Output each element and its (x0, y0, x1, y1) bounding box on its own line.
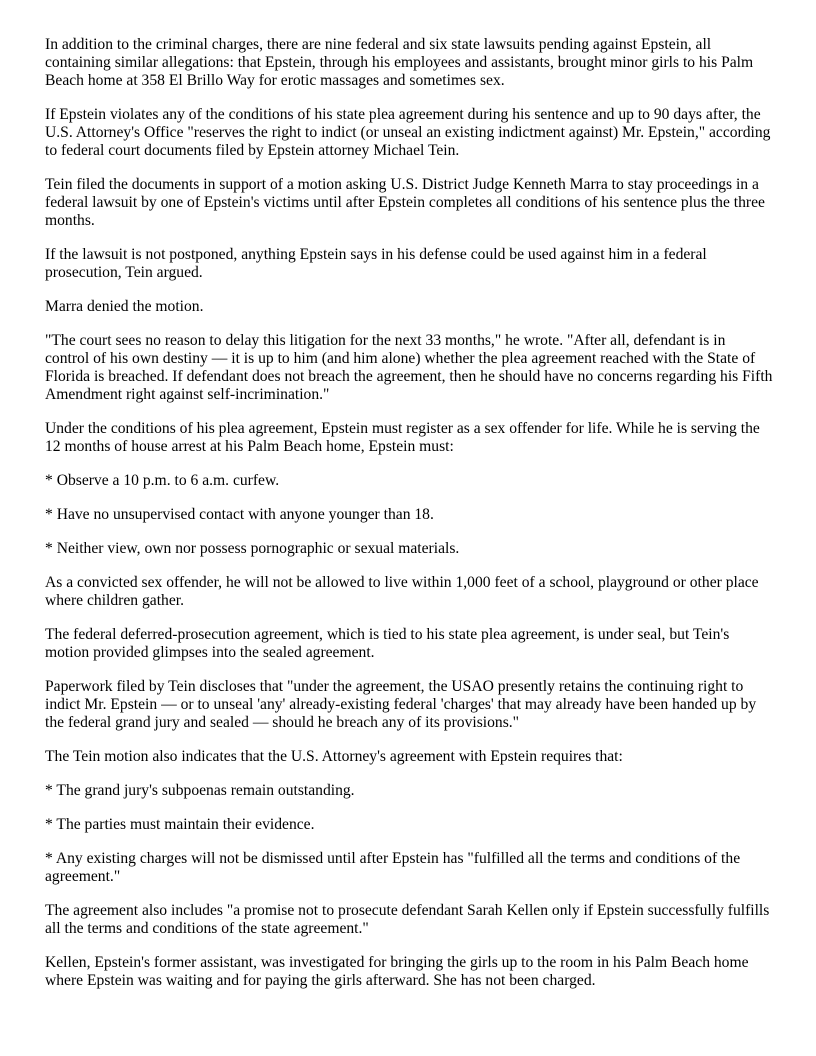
paragraph-agreement-requirements: The Tein motion also indicates that the U.S. Attorney's agreement with Epstein requires that: (45, 748, 623, 765)
list-item-charges: * Any existing charges will not be dismissed until after Epstein has "fulfilled all the terms and conditions of the agreement." (45, 850, 741, 885)
paragraph-tein-motion: Tein filed the documents in support of a motion asking U.S. District Judge Kenneth Marra to stay proceedings in a federal lawsuit by one of Epstein's victims until after Epstein completes all conditions of his sentence plus the three months. (45, 176, 765, 229)
list-item-no-materials: * Neither view, own nor possess pornographic or sexual materials. (45, 540, 460, 557)
list-item-curfew: * Observe a 10 p.m. to 6 a.m. curfew. (45, 472, 280, 489)
paragraph-postpone-argument: If the lawsuit is not postponed, anything Epstein says in his defense could be used against him in a federal prosecution, Tein argued. (45, 246, 707, 281)
paragraph-court-quote: "The court sees no reason to delay this litigation for the next 33 months," he wrote. "After all, defendant is in control of his own destiny — it is up to him (and him alone) whether the plea agreement reached with the State of Florida is breached. If defendant does not breach the agreement, then he should have no concerns regarding his Fifth Amendment right against self-incrimination." (45, 332, 773, 403)
article-body (45, 36, 773, 1006)
list-item-subpoenas: * The grand jury's subpoenas remain outstanding. (45, 782, 355, 799)
paragraph-kellen-investigation: Kellen, Epstein's former assistant, was investigated for bringing the girls up to the room in his Palm Beach home where Epstein was waiting and for paying the girls afterward. She has not been charged. (45, 954, 749, 989)
paragraph-motion-denied: Marra denied the motion. (45, 298, 204, 315)
list-item-no-contact: * Have no unsupervised contact with anyone younger than 18. (45, 506, 434, 523)
paragraph-residence-restriction: As a convicted sex offender, he will not be allowed to live within 1,000 feet of a school, playground or other place where children gather. (45, 574, 759, 609)
paragraph-plea-conditions: Under the conditions of his plea agreement, Epstein must register as a sex offender for life. While he is serving the 12 months of house arrest at his Palm Beach home, Epstein must: (45, 420, 760, 455)
paragraph-deferred-prosecution: The federal deferred-prosecution agreement, which is tied to his state plea agreement, is under seal, but Tein's motion provided glimpses into the sealed agreement. (45, 626, 730, 661)
list-item-evidence: * The parties must maintain their evidence. (45, 816, 315, 833)
paragraph-paperwork: Paperwork filed by Tein discloses that "under the agreement, the USAO presently retains the continuing right to indict Mr. Epstein — or to unseal 'any' already-existing federal 'charges' that may already have been handed up by the federal grand jury and sealed — should he breach any of its provisions." (45, 678, 757, 731)
paragraph-lawsuits: In addition to the criminal charges, there are nine federal and six state lawsuits pending against Epstein, all containing similar allegations: that Epstein, through his employees and assistants, brought minor girls to his Palm Beach home at 358 El Brillo Way for erotic massages and sometimes sex. (45, 36, 754, 89)
paragraph-kellen-promise: The agreement also includes "a promise not to prosecute defendant Sarah Kellen only if Epstein successfully fulfills all the terms and conditions of the state agreement." (45, 902, 770, 937)
paragraph-plea-violation: If Epstein violates any of the conditions of his state plea agreement during his sentence and up to 90 days after, the U.S. Attorney's Office "reserves the right to indict (or unseal an existing indictment against) Mr. Epstein," according to federal court documents filed by Epstein attorney Michael Tein. (45, 106, 771, 159)
